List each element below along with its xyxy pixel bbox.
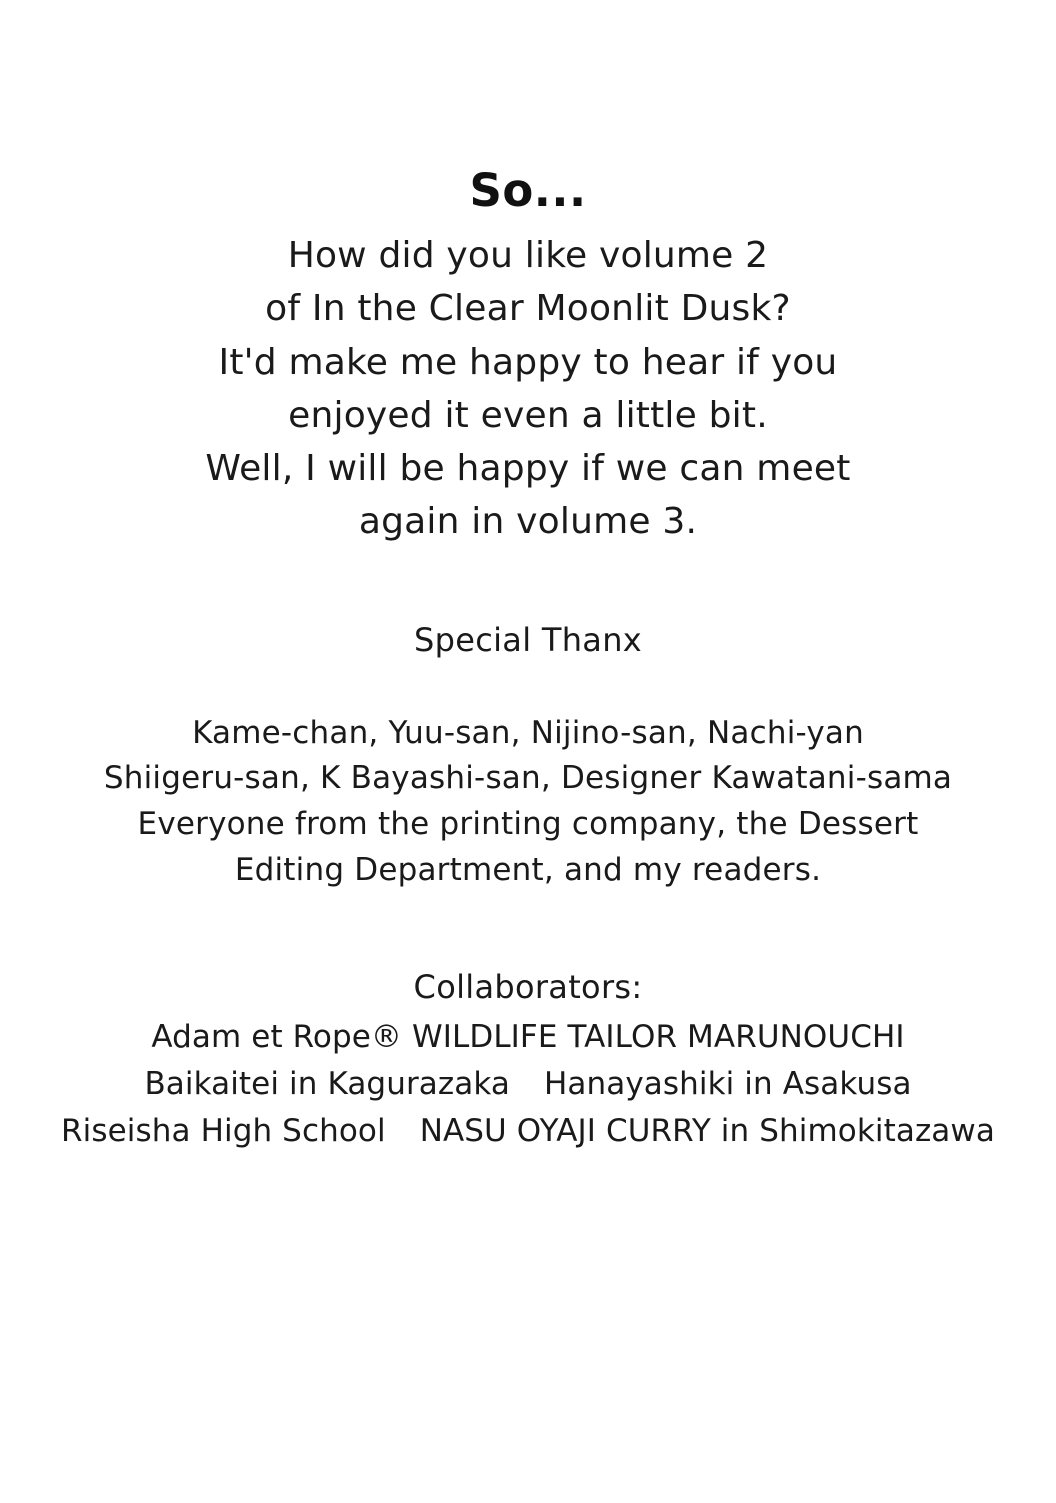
collaborators-list [61,1014,995,1155]
thanks-line: Shiigeru-san, K Bayashi-san, Designer Kawatani-sama [103,760,953,797]
special-thanks-heading: Special Thanx [413,620,643,659]
collaborator-line: Hanayashiki in Asakusa [543,1066,912,1103]
collaborator-line-pair [61,1061,995,1108]
collaborator-line: Baikaitei in Kagurazaka [144,1066,510,1103]
intro-line: How did you like volume 2 [287,235,769,276]
collaborator-line: Adam et Rope® WILDLIFE TAILOR MARUNOUCHI [151,1019,905,1056]
special-thanks-list [104,711,952,895]
intro-line: It'd make me happy to hear if you [218,341,838,383]
thanks-line: Everyone from the printing company, the Dessert [137,806,919,843]
page-title: So... [469,164,587,217]
thanks-line: Kame-chan, Yuu-san, Nijino-san, Nachi-yan [192,714,864,751]
intro-line: again in volume 3. [358,501,698,543]
thanks-line: Editing Department, and my readers. [234,852,822,889]
collaborator-line-pair [61,1108,995,1155]
collaborator-line: NASU OYAJI CURRY in Shimokitazawa [419,1113,995,1150]
collaborator-line: Riseisha High School [61,1113,386,1150]
intro-line: Well, I will be happy if we can meet [205,448,851,490]
intro-message [205,229,850,549]
intro-line: of In the Clear Moonlit Dusk? [265,288,791,330]
collaborators-heading: Collaborators: [413,968,643,1007]
intro-line: enjoyed it even a little bit. [288,394,768,436]
